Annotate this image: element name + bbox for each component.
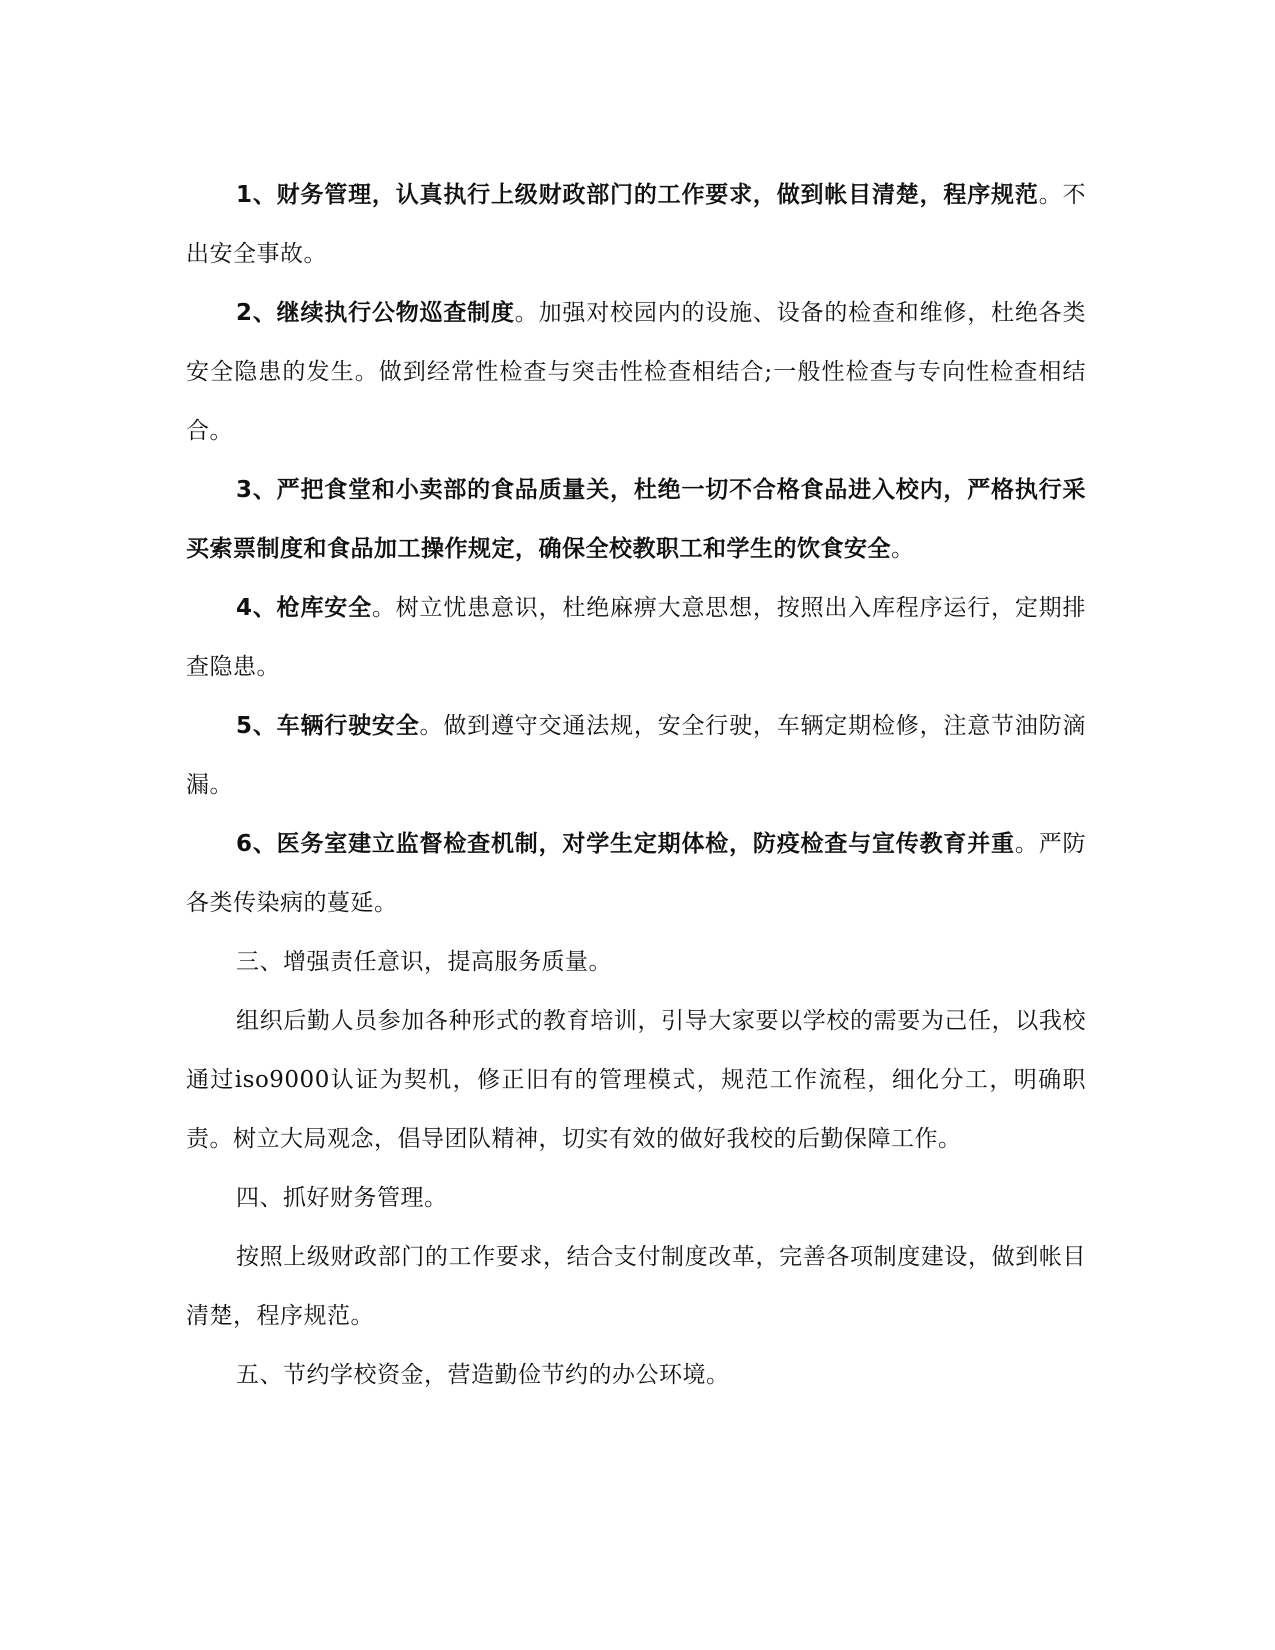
item-5-paragraph <box>186 697 1086 815</box>
item-5-rest: 。做到遵守交通法规，安全行驶，车辆定期检修，注意节油防滴漏。 <box>186 713 1086 798</box>
item-6-rest: 。严防各类传染病的蔓延。 <box>186 831 1087 916</box>
item-6-paragraph <box>186 815 1086 933</box>
section-3-body: 组织后勤人员参加各种形式的教育培训，引导大家要以学校的需要为己任，以我校通过iso9000认证为契机，修正旧有的管理模式，规范工作流程，细化分工，明确职责。树立大局观念，倡导团队精神，切实有效的做好我校的后勤保障工作。 <box>186 1008 1086 1152</box>
item-2-rest: 。加强对校园内的设施、设备的检查和维修，杜绝各类安全隐患的发生。做到经常性检查与突击性检查相结合;一般性检查与专向性检查相结合。 <box>186 300 1086 444</box>
item-3-lead: 3、严把食堂和小卖部的食品质量关，杜绝一切不合格食品进入校内，严格执行采买索票制度和食品加工操作规定，确保全校教职工和学生的饮食安全 <box>186 477 1086 562</box>
item-3-rest: 。 <box>891 536 915 562</box>
item-5-lead: 5、车辆行驶安全 <box>236 713 420 739</box>
section-4-body: 按照上级财政部门的工作要求，结合支付制度改革，完善各项制度建设，做到帐目清楚，程序规范。 <box>186 1244 1086 1329</box>
item-4-rest: 。树立忧患意识，杜绝麻痹大意思想，按照出入库程序运行，定期排查隐患。 <box>186 595 1086 680</box>
item-2-lead: 2、继续执行公物巡查制度 <box>236 300 515 326</box>
document-body <box>186 166 1086 1405</box>
section-3-heading: 三、增强责任意识，提高服务质量。 <box>236 949 612 975</box>
section-5-heading: 五、节约学校资金，营造勤俭节约的办公环境。 <box>236 1362 730 1388</box>
item-6-lead: 6、医务室建立监督检查机制，对学生定期体检，防疫检查与宣传教育并重 <box>236 831 1015 857</box>
item-1-lead: 1、财务管理，认真执行上级财政部门的工作要求，做到帐目清楚，程序规范 <box>236 182 1039 208</box>
item-2-paragraph <box>186 284 1086 461</box>
item-4-lead: 4、枪库安全 <box>236 595 372 621</box>
section-4-heading: 四、抓好财务管理。 <box>236 1185 448 1211</box>
item-4-paragraph <box>186 579 1086 697</box>
item-1-paragraph <box>186 166 1086 284</box>
item-3-paragraph <box>186 461 1086 579</box>
item-1-rest: 。不出安全事故。 <box>186 182 1087 267</box>
